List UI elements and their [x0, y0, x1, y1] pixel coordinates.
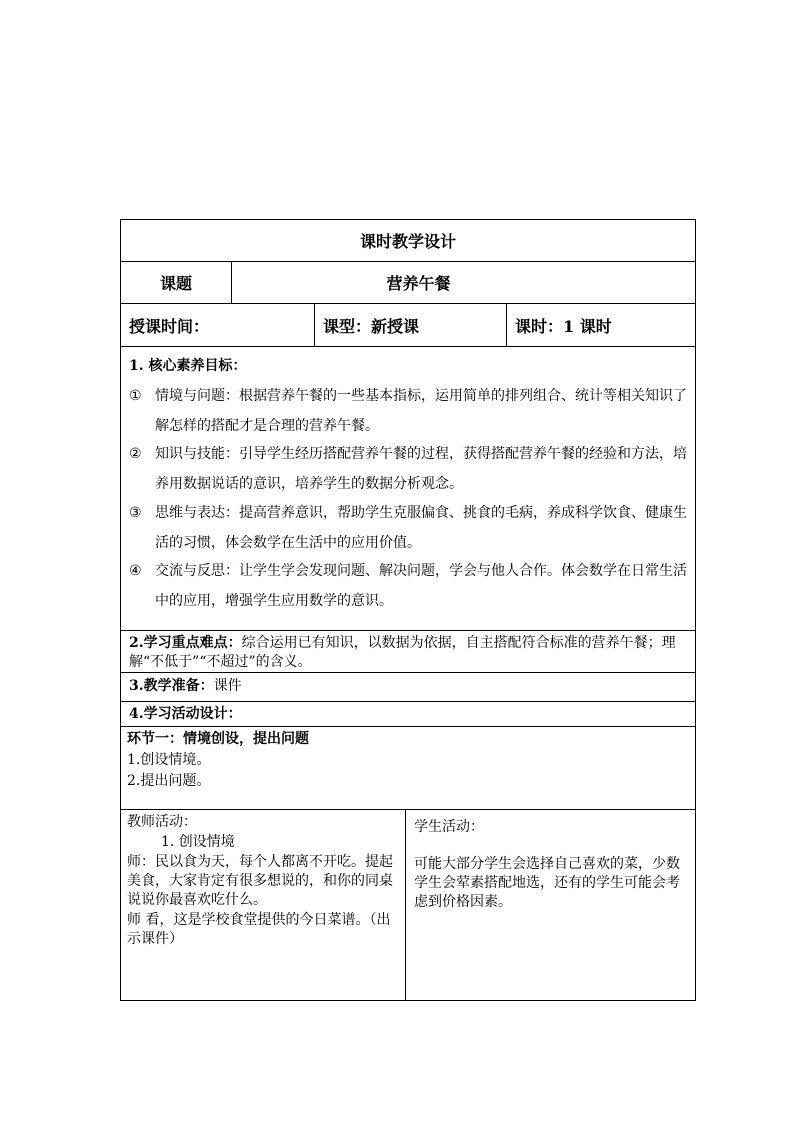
lesson-plan-table	[120, 219, 696, 1001]
prep-text: 课件	[213, 678, 242, 694]
teacher-activity-label: 教师活动：	[127, 814, 197, 830]
key-points-row	[121, 631, 695, 673]
topic-row	[121, 262, 695, 304]
goal-number: ①	[129, 388, 142, 404]
key-points	[129, 634, 691, 672]
student-activity-text: 可能大部分学生会选择自己喜欢的菜，少数学生会荤素搭配地选，还有的学生可能会考虑到价格因素。	[414, 856, 680, 910]
activities-row	[121, 810, 695, 1000]
teacher-activity-cell	[121, 810, 405, 1000]
teacher-activity-subtitle: 1. 创设情境	[161, 834, 235, 850]
prep-label: 3.教学准备：	[129, 678, 214, 694]
key-points-text: 综合运用已有知识，以数据为依据，自主搭配符合标准的营养午餐；理解“不低于”“不超过”的含义。	[129, 635, 676, 670]
class-time-label: 授课时间：	[129, 316, 210, 336]
goal-text: 情境与问题：根据营养午餐的一些基本指标，运用简单的排列组合、统计等相关知识了解怎样的搭配才是合理的营养午餐。	[155, 388, 687, 434]
lesson-hours-label: 课时：	[515, 316, 564, 336]
activity-design-label: 4.学习活动设计：	[129, 706, 242, 722]
goal-text: 知识与技能：引导学生经历搭配营养午餐的过程，获得搭配营养午餐的经验和方法，培养用数据说话的意识，培养学生的数据分析观念。	[155, 446, 687, 492]
goal-text: 交流与反思：让学生学会发现问题、解决问题，学会与他人合作。体会数学在日常生活中的应用，增强学生应用数学的意识。	[155, 563, 687, 609]
topic-value: 营养午餐	[231, 262, 695, 303]
teacher-activity-text: 师 看，这是学校食堂提供的今日菜谱。（出示课件）	[127, 912, 391, 947]
goal-item	[129, 498, 689, 558]
student-activity-label: 学生活动：	[414, 819, 484, 835]
stage-one-section	[121, 727, 695, 810]
key-points-label: 2.学习重点难点：	[129, 635, 242, 651]
table-title: 课时教学设计	[121, 220, 695, 262]
teacher-activity-text: 师：民以食为天，每个人都离不开吃。提起美食，大家肯定有很多想说的，和你的同桌说说你最喜欢吃什么。	[127, 854, 393, 908]
activity-design-row	[121, 702, 695, 727]
lesson-hours-value: 1 课时	[563, 316, 612, 336]
prep-row	[121, 673, 695, 702]
prep	[129, 677, 242, 696]
stage-one-item: 1.创设情境。	[127, 752, 211, 768]
student-activity-cell	[405, 810, 695, 1000]
goals-section	[121, 347, 695, 631]
topic-label: 课题	[159, 274, 192, 293]
lesson-type-label: 课型：	[323, 316, 372, 336]
lesson-type-value: 新授课	[371, 316, 420, 336]
stage-one-title: 环节一：情境创设，提出问题	[127, 731, 309, 747]
goals-heading: 1. 核心素养目标：	[129, 358, 247, 374]
goal-text: 思维与表达：提高营养意识，帮助学生克服偏食、挑食的毛病，养成科学饮食、健康生活的习惯，体会数学在生活中的应用价值。	[155, 505, 687, 551]
goal-item	[129, 381, 689, 441]
goal-number: ④	[129, 563, 142, 579]
lesson-type-cell	[314, 304, 506, 346]
lesson-hours-cell	[506, 304, 695, 346]
goal-item	[129, 556, 689, 616]
goal-item	[129, 439, 689, 499]
goal-number: ②	[129, 446, 142, 462]
goal-number: ③	[129, 505, 142, 521]
class-time-cell	[121, 304, 314, 346]
stage-one-item: 2.提出问题。	[127, 773, 211, 789]
meta-row	[121, 304, 695, 347]
